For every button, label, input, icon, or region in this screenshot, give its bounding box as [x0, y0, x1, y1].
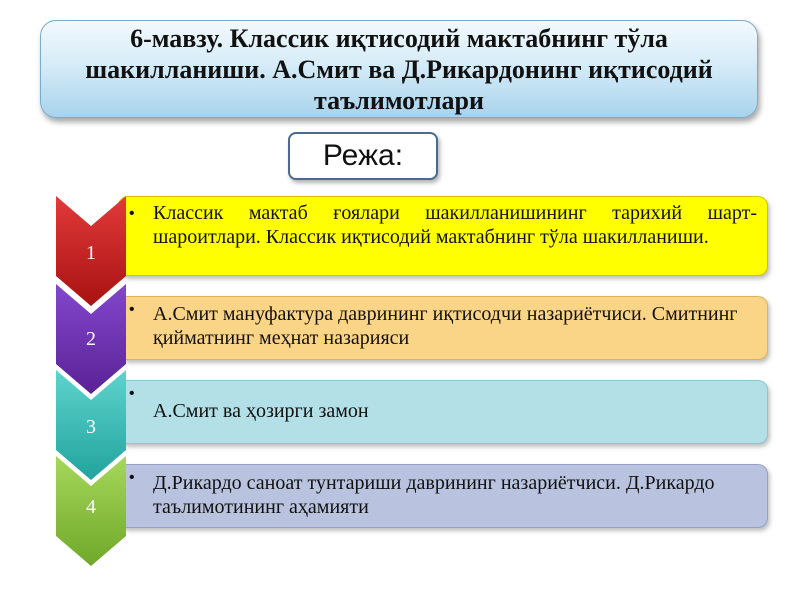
bullet-4: • — [129, 469, 135, 486]
plan-label: Режа: — [322, 139, 404, 172]
list-item-2-box — [118, 296, 768, 360]
list-item-1-box — [118, 196, 768, 276]
bullet-3: • — [129, 385, 135, 402]
list-item-4-text: Д.Рикардо саноат тунтариши даврининг назариётчиси. Д.Рикардо таълимотининг аҳамияти — [153, 472, 715, 518]
list-item-3-box — [118, 380, 768, 444]
item-number-4: 4 — [86, 496, 96, 518]
item-number-1: 1 — [86, 242, 96, 264]
item-number-3: 3 — [86, 416, 96, 438]
item-number-2: 2 — [86, 328, 96, 350]
list-item-2-text: А.Смит мануфактура даврининг иқтисодчи назариётчиси. Смитнинг қийматнинг меҳнат назарияси — [153, 303, 738, 349]
list-item-1-text: Классик мактаб ғоялари шакилланишининг тарихий шарт-шароитлари. Классик иқтисодий мактабнинг тўла шакилланиши. — [153, 202, 757, 248]
slide-title: 6-мавзу. Классик иқтисодий мактабнинг тўла шакилланиши. А.Смит ва Д.Рикардонинг иқтисодий таълимотлари — [85, 23, 713, 115]
plan-label-box — [288, 132, 438, 180]
bullet-2: • — [129, 301, 135, 318]
slide-title-box — [40, 20, 758, 118]
list-item-4-box — [118, 464, 768, 528]
list-item-3-text: А.Смит ва ҳозирги замон — [153, 400, 369, 422]
bullet-1: • — [129, 205, 135, 222]
